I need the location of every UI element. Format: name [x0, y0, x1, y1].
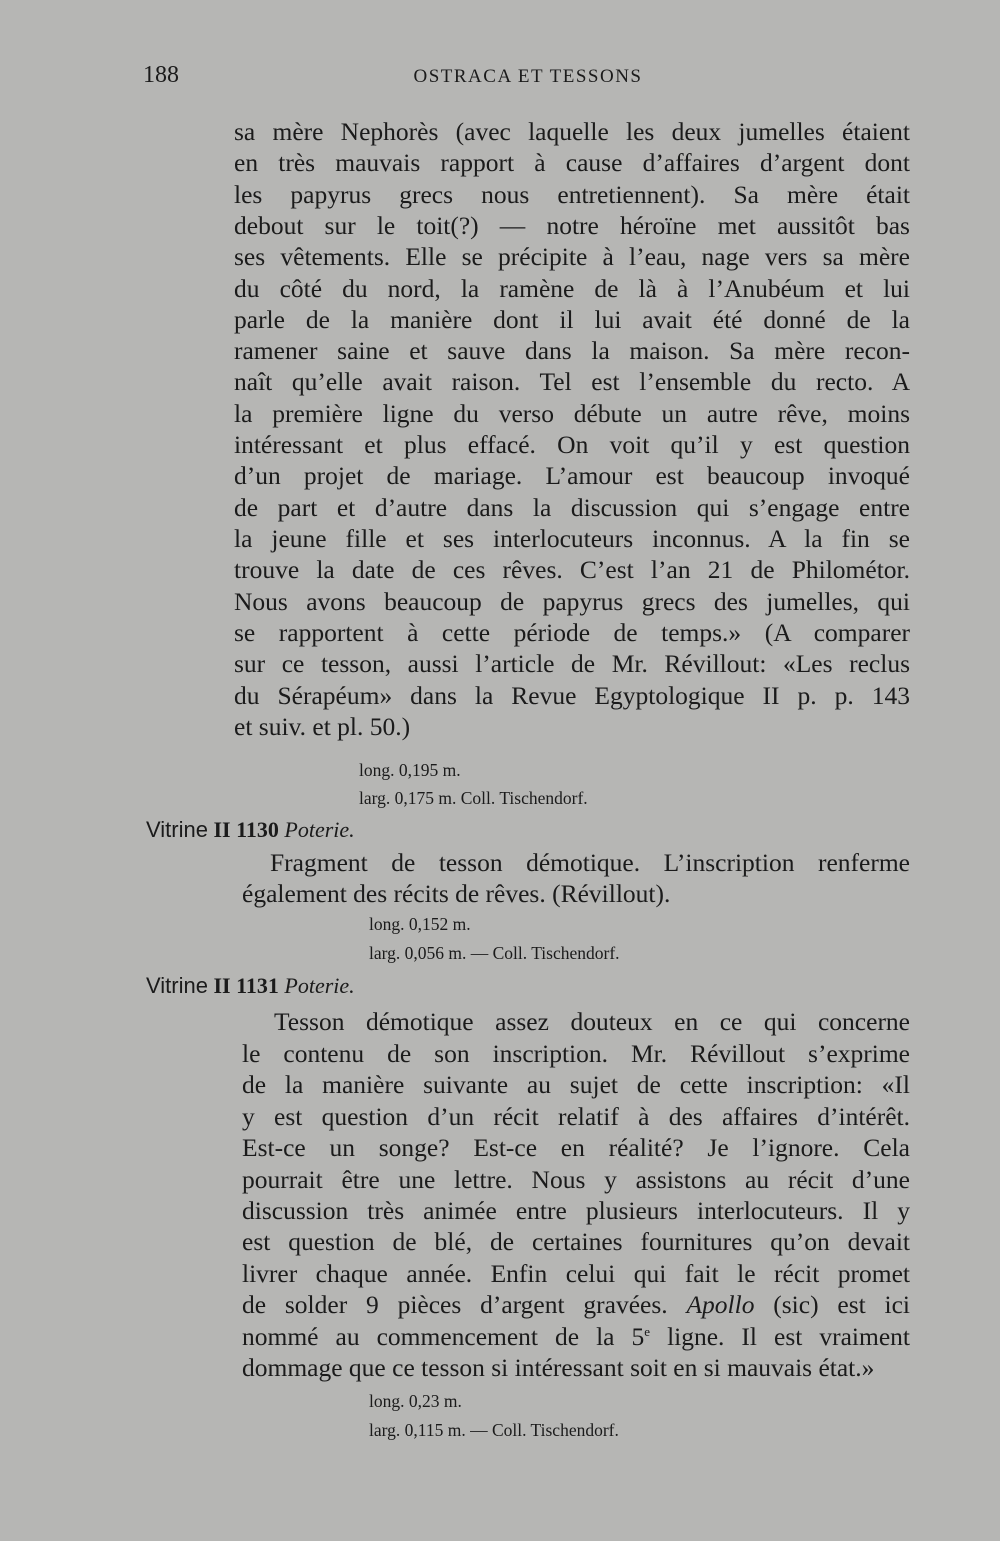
running-title: OSTRACA ET TESSONS: [413, 66, 643, 87]
text-line: Fragment de tesson démotique. L’inscription renferme: [270, 848, 910, 877]
text-line: intéressant et plus effacé. On voit qu’il y est question: [234, 430, 910, 459]
vitrine-label: Vitrine: [146, 817, 208, 842]
text-line: le contenu de son inscription. Mr. Révillout s’exprime: [242, 1039, 910, 1068]
italic-word: Apollo: [686, 1290, 755, 1319]
vitrine-label: Vitrine: [146, 973, 208, 998]
width-measure: larg. 0,175 m. Coll. Tischendorf.: [359, 788, 588, 808]
width-measure: larg. 0,056 m. — Coll. Tischendorf.: [369, 943, 620, 963]
object-type: Poterie.: [284, 973, 355, 998]
text-line: est question de blé, de certaines fournitures qu’on devait: [242, 1227, 910, 1256]
text-line: du côté du nord, la ramène de là à l’Anubéum et lui: [234, 274, 910, 303]
text-line: les papyrus grecs nous entretiennent). Sa mère était: [234, 180, 910, 209]
inventory-number: II 1131: [213, 973, 279, 998]
entry-heading-1130: [146, 817, 355, 843]
text-segment: (sic) est ici: [773, 1290, 911, 1319]
text-line: y est question d’un récit relatif à des affaires d’intérêt.: [242, 1102, 910, 1131]
text-line: ramener saine et sauve dans la maison. Sa mère recon-: [234, 336, 910, 365]
text-line: debout sur le toit(?) — notre héroïne met aussitôt bas: [234, 211, 910, 240]
text-line: en très mauvais rapport à cause d’affaires d’argent dont: [234, 148, 910, 177]
text-line: Est-ce un songe? Est-ce en réalité? Je l’ignore. Cela: [242, 1133, 910, 1162]
text-line: également des récits de rêves. (Révillout).: [242, 879, 671, 908]
page-header: [143, 62, 913, 98]
text-line: Tesson démotique assez douteux en ce qui concerne: [274, 1007, 910, 1036]
text-line: de part et d’autre dans la discussion qui s’engage entre: [234, 493, 910, 522]
text-line: [242, 1321, 910, 1352]
text-line: Nous avons beaucoup de papyrus grecs des jumelles, qui: [234, 587, 910, 616]
text-line: d’un projet de mariage. L’amour est beaucoup invoqué: [234, 461, 910, 490]
text-segment: de solder 9 pièces d’argent gravées.: [242, 1290, 668, 1319]
superscript: e: [644, 1324, 651, 1339]
text-line: parle de la manière dont il lui avait été donné de la: [234, 305, 910, 334]
inventory-number: II 1130: [213, 817, 279, 842]
text-line: se rapportent à cette période de temps.» (A comparer: [234, 618, 910, 647]
text-line: du Sérapéum» dans la Revue Egyptologique II p. p. 143: [234, 681, 910, 710]
length-measure: long. 0,152 m.: [369, 914, 471, 934]
text-line: la première ligne du verso débute un autre rêve, moins: [234, 399, 910, 428]
text-line: livrer chaque année. Enfin celui qui fait le récit promet: [242, 1259, 910, 1288]
text-line: de la manière suivante au sujet de cette inscription: «Il: [242, 1070, 910, 1099]
object-type: Poterie.: [284, 817, 355, 842]
text-line: pourrait être une lettre. Nous y assistons au récit d’une: [242, 1165, 910, 1194]
text-line: dommage que ce tesson si intéressant soit en si mauvais état.»: [242, 1353, 875, 1382]
width-measure: larg. 0,115 m. — Coll. Tischendorf.: [369, 1420, 619, 1440]
text-line: [242, 1289, 910, 1320]
text-line: sa mère Nephorès (avec laquelle les deux jumelles étaient: [234, 117, 910, 146]
text-line: naît qu’elle avait raison. Tel est l’ensemble du recto. A: [234, 367, 910, 396]
page-number: 188: [143, 62, 179, 88]
text-line: la jeune fille et ses interlocuteurs inconnus. A la fin se: [234, 524, 910, 553]
text-line: discussion très animée entre plusieurs interlocuteurs. Il y: [242, 1196, 910, 1225]
text-line: ses vêtements. Elle se précipite à l’eau, nage vers sa mère: [234, 242, 910, 271]
length-measure: long. 0,23 m.: [369, 1391, 462, 1411]
length-measure: long. 0,195 m.: [359, 760, 461, 780]
text-segment: nommé au commencement de la 5: [242, 1322, 645, 1351]
text-line: et suiv. et pl. 50.): [234, 712, 411, 741]
text-line: sur ce tesson, aussi l’article de Mr. Révillout: «Les reclus: [234, 649, 910, 678]
entry-heading-1131: [146, 973, 355, 999]
text-line: trouve la date de ces rêves. C’est l’an 21 de Philométor.: [234, 555, 910, 584]
text-segment: ligne. Il est vraiment: [667, 1322, 910, 1351]
